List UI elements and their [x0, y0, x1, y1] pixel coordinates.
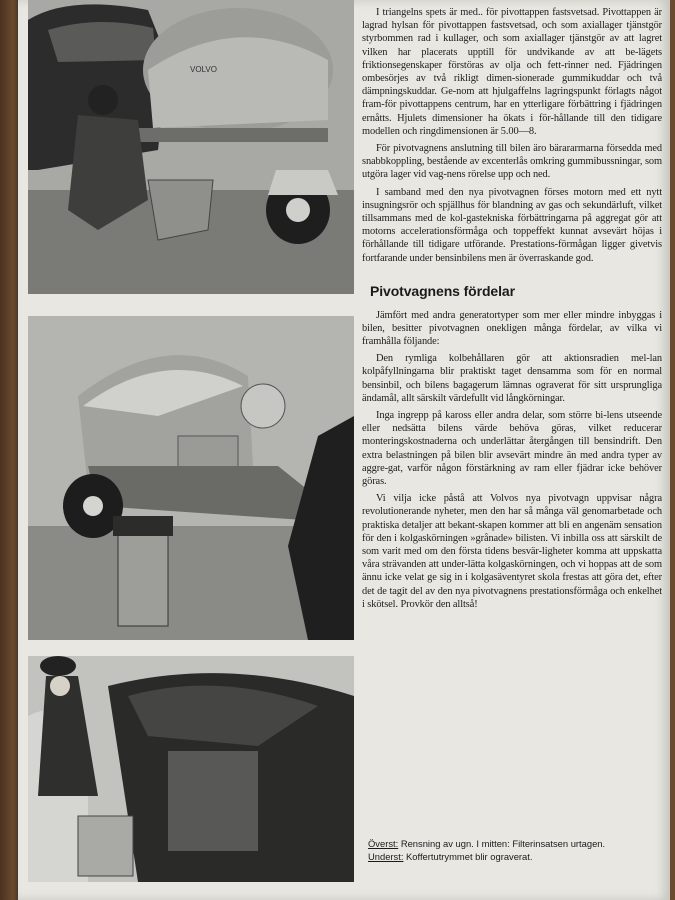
paragraph-advantages-intro: Jämfört med andra generatortyper som mer eller mindre inbyggas i bilen, besitter pivotvagnen onekligen många fördelar, av vilka vi framhålla följande:: [362, 309, 662, 348]
article-text-column: [362, 0, 662, 900]
paragraph-no-body-modifications: Inga ingrepp på kaross eller andra delar, som större bi-lens utseende eller nedsätta bilens värde behöva göras, vilket reducerar monteringskostnaderna och underlättar återgången till bensindrift. Den extra belastningen på bilen blir avsevärt mindre än med andra typer av aggre-gat, varför någon förstärkning av ram eller fjädrar icke behöver göras.: [362, 410, 662, 488]
photo-filter-removed: [28, 316, 354, 640]
paragraph-pivot-bearing: I triangelns spets är med.. för pivottappen fastsvetsad. Pivottappen är lagrad hylsan för pivottappen fastsvetsad, och som axiallager tjänstgör styrbommen rad i kullager, och som axiallager tjänstgör av att lagret vilken har placerats upptill för undvikande av att be-lägets friktionsegenskaper förstöras av olja och fett-rinner ned. Fjädringen ombesörjes av två rikligt dimen-sionerade gummikuddar och två dämpningskuddar. Ge-nom att hjulgaffelns lagringspunkt förlagts något fram-för pivottappens centrum, har en ytterligare förbättring i fjädringen ernåtts. Hjulets dimensioner ha ökats i för-hållande till den tidigare modellen och ringdimensionen är 5.00—8.: [362, 7, 662, 137]
volvo-plate: VOLVO: [190, 65, 217, 74]
paragraph-engine-intake: I samband med den nya pivotvagnen förses motorn med ett nytt insugningsrör och spjällhus för blandning av gas och sekundärluft, vilket tillsammans med de kol-gastekniska förbättringarna på aggregat gör att motorns accelerationsförmåga och toppeffekt kunnat avsevärt höjas i förhållande till tidigare utförande. Prestations-förmågan ligger givetvis fortfarande under bensinbilens men är överraskande god.: [362, 186, 662, 264]
photo-oven-cleaning: [28, 0, 354, 294]
paragraph-conclusion: Vi vilja icke påstå att Volvos nya pivotvagn uppvisar några revolutionerande nyheter, men den har så många väl genomarbetade och praktiska detaljer att bekant-skapen kommer att bli en angenäm sensation för den i kolgaskörningen »grånade» bilisten. Vi inbilla oss att särskilt de som varit med om den första tidens besvär-ligheter komma att uppskatta våra strävanden att under-lätta kolgaskörningen, och vi hoppas att de som ännu icke velat ge sig in i kolgasäventyret skola frestas att göra det, efter det de tagit del av den nya pivotvagnens prestationsförmåga och enkelhet i skötsel. Provkör den alltså!: [362, 493, 662, 610]
paragraph-quick-coupling: För pivotvagnens anslutning till bilen äro bärararmarna försedda med snabbkoppling, bestående av excenterlås omkring gummibussningar, som utgöra lager vid vag-nens rörelse upp och ned.: [362, 143, 662, 181]
caption-text-top-middle: Rensning av ugn. I mitten: Filterinsatsen urtagen.: [398, 838, 606, 849]
section-heading: Pivotvagnens fördelar: [370, 282, 515, 299]
photo-caption: [368, 838, 660, 863]
photo-trunk-space: [28, 656, 354, 882]
paragraph-coal-container: Den rymliga kolbehållaren gör att aktionsradien mel-lan kolpåfyllningarna blir praktiskt taget densamma som för en normal bensinbil, och bilens bagagerum lämnas ograverat för sitt ursprungliga ändamål, allt särskilt värdefullt vid långkörningar.: [362, 353, 662, 404]
caption-label-top: Överst:: [368, 838, 399, 849]
caption-label-bottom: Underst:: [368, 850, 404, 862]
caption-text-bottom: Koffertutrymmet blir ograverat.: [403, 850, 533, 862]
